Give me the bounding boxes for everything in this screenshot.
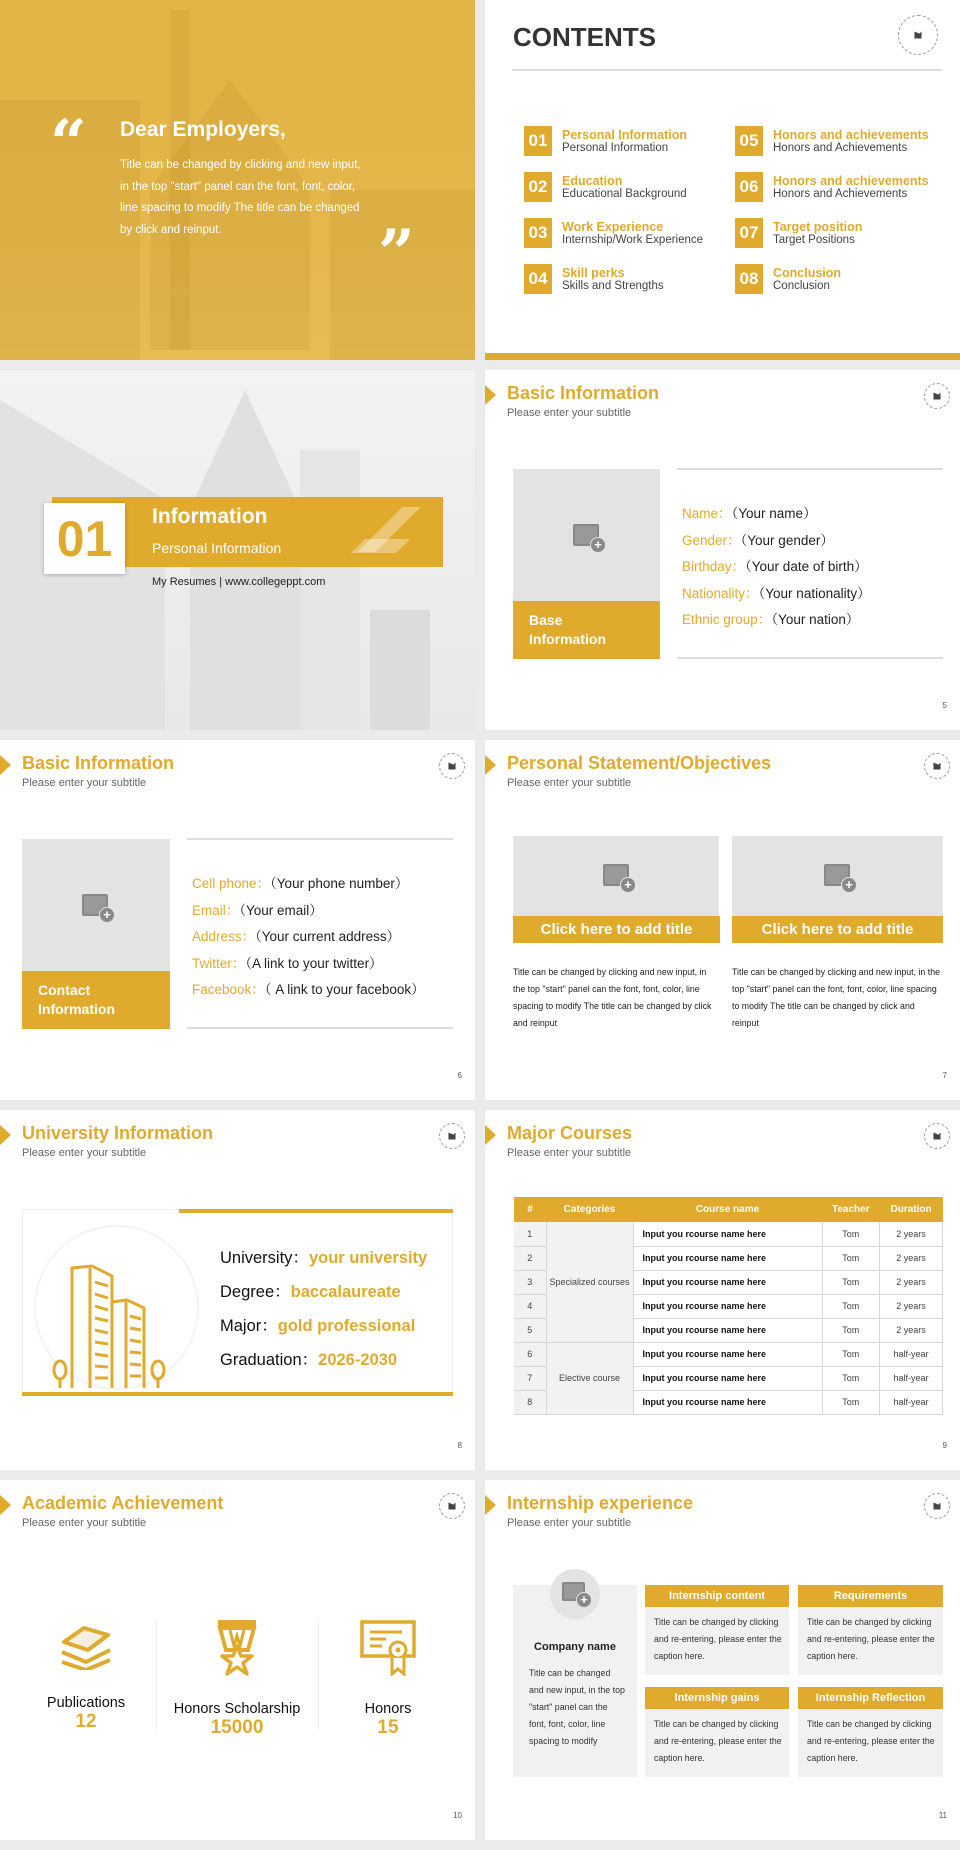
field-twitter: Twitter：（A link to your twitter） xyxy=(192,955,383,971)
toc-title: Skill perks xyxy=(562,265,625,280)
page-number: 7 xyxy=(942,1071,947,1080)
header-arrow-icon xyxy=(485,1125,496,1145)
university-seal-icon xyxy=(924,1123,950,1149)
caption-line: Information xyxy=(529,631,606,647)
toc-number: 04 xyxy=(524,264,552,294)
achievement-value: 12 xyxy=(75,1711,97,1732)
page-number: 9 xyxy=(942,1441,947,1450)
university-seal-icon xyxy=(439,1123,465,1149)
buildings-icon xyxy=(52,1258,172,1390)
field-ethnic-group: Ethnic group：（Your nation） xyxy=(682,612,860,627)
toc-subtitle: Internship/Work Experience xyxy=(562,233,704,246)
courses-table xyxy=(514,1197,943,1415)
field-facebook: Facebook：（ A link to your facebook） xyxy=(192,982,425,997)
toc-subtitle: Conclusion xyxy=(773,279,830,292)
table-row: 4 Input you rcourse name here Tom 2 years xyxy=(514,1294,943,1318)
toc-number: 07 xyxy=(735,218,763,248)
info-fields xyxy=(192,871,425,1004)
open-quote-icon: “ xyxy=(50,106,87,181)
field-university: University：your university xyxy=(220,1249,428,1267)
achievement-label: Honors xyxy=(364,1701,412,1717)
building-silhouette xyxy=(300,450,360,730)
toc-subtitle: Honors and Achievements xyxy=(773,187,908,200)
slide-university-information[interactable] xyxy=(0,1110,475,1470)
toc-item-05[interactable] xyxy=(735,126,929,156)
toc-title: Conclusion xyxy=(773,265,842,280)
box-title: Requirements xyxy=(798,1585,943,1607)
page-number: 10 xyxy=(453,1811,462,1820)
university-seal-icon xyxy=(924,1493,950,1519)
divider xyxy=(677,657,943,659)
slide-section-divider[interactable] xyxy=(0,370,475,730)
toc-number: 08 xyxy=(735,264,763,294)
table-row: 2 Input you rcourse name here Tom 2 years xyxy=(514,1246,943,1270)
building-silhouette xyxy=(370,610,430,730)
table-row: 5 Input you rcourse name here Tom 2 years xyxy=(514,1318,943,1342)
card-title-button[interactable]: Click here to add title xyxy=(732,916,943,943)
slide-subtitle: Please enter your subtitle xyxy=(507,777,632,789)
achievement-honors xyxy=(318,1620,458,1739)
add-image-icon[interactable] xyxy=(573,524,599,546)
toc-title: Work Experience xyxy=(562,219,664,234)
achievement-label: Publications xyxy=(46,1695,126,1711)
toc-item-01[interactable] xyxy=(524,126,687,156)
toc-title: Education xyxy=(562,173,623,188)
achievement-publications xyxy=(16,1620,156,1733)
box-title: Internship content xyxy=(645,1585,789,1607)
toc-subtitle: Target Positions xyxy=(773,233,855,246)
slide-title: Basic Information xyxy=(507,383,660,403)
table-row: 6 Elective course Input you rcourse name here Tom half-year xyxy=(514,1342,943,1366)
table-row: 3 Input you rcourse name here Tom 2 years xyxy=(514,1270,943,1294)
toc-number: 05 xyxy=(735,126,763,156)
field-gender: Gender：（Your gender） xyxy=(682,532,834,548)
table-row: 8 Input you rcourse name here Tom half-year xyxy=(514,1390,943,1414)
slide-title: Internship experience xyxy=(507,1493,694,1513)
toc-subtitle: Honors and Achievements xyxy=(773,141,908,154)
page-number: 6 xyxy=(457,1071,462,1080)
toc-title: Target position xyxy=(773,219,863,234)
header-arrow-icon xyxy=(485,755,496,775)
field-birthday: Birthday：（Your date of birth） xyxy=(682,559,868,574)
toc-item-07[interactable] xyxy=(735,218,862,248)
divider xyxy=(677,468,943,470)
field-degree: Degree：baccalaureate xyxy=(220,1283,401,1301)
divider xyxy=(512,69,942,71)
slide-academic-achievement[interactable] xyxy=(0,1480,475,1840)
table-row: 1 Specialized courses Input you rcourse name here Tom 2 years xyxy=(514,1222,943,1246)
section-title: Information xyxy=(152,505,268,528)
photo-placeholder[interactable] xyxy=(513,836,719,916)
divider xyxy=(187,838,453,840)
company-name: Company name xyxy=(534,1641,616,1653)
achievement-scholarship xyxy=(167,1620,307,1739)
toc-number: 03 xyxy=(524,218,552,248)
photo-caption xyxy=(22,971,170,1029)
slide-subtitle: Please enter your subtitle xyxy=(507,1147,632,1159)
divider xyxy=(156,1620,157,1730)
university-seal-icon xyxy=(439,1493,465,1519)
slide-subtitle: Please enter your subtitle xyxy=(507,1517,632,1529)
divider xyxy=(187,1027,453,1029)
cover-title: Dear Employers, xyxy=(120,118,286,141)
achievement-value: 15 xyxy=(377,1717,399,1738)
slide-basic-information[interactable] xyxy=(485,370,960,730)
toc-item-08[interactable] xyxy=(735,264,841,294)
caption-line: Information xyxy=(38,1001,115,1017)
col-header: Duration xyxy=(880,1197,943,1222)
caption-line: Contact xyxy=(38,982,91,998)
toc-number: 01 xyxy=(524,126,552,156)
toc-title: Personal Information xyxy=(562,127,688,142)
header-arrow-icon xyxy=(485,1495,496,1515)
box-text: Title can be changed by clicking and re-entering, please enter the caption here. xyxy=(654,1617,782,1661)
field-address: Address：（Your current address） xyxy=(192,929,401,944)
publications-icon xyxy=(56,1620,116,1670)
certificate-icon xyxy=(360,1620,416,1676)
slide-major-courses[interactable] xyxy=(485,1110,960,1470)
photo-placeholder[interactable] xyxy=(732,836,943,916)
slide-title: Personal Statement/Objectives xyxy=(507,753,772,773)
toc-item-04[interactable] xyxy=(524,264,664,294)
slide-subtitle: Please enter your subtitle xyxy=(22,777,147,789)
card-title-button[interactable]: Click here to add title xyxy=(513,916,720,943)
toc-title: Honors and achievements xyxy=(773,173,929,188)
section-subtitle: Personal Information xyxy=(152,540,282,556)
toc-item-03[interactable] xyxy=(524,218,703,248)
add-image-icon[interactable] xyxy=(562,1582,585,1601)
slide-contact-information[interactable] xyxy=(0,740,475,1100)
category-cell: Specialized courses xyxy=(546,1222,633,1342)
caption-line: Base xyxy=(529,612,563,628)
cover-body: Title can be changed by clicking and new input, in the top "start" panel can the font, font, color, line spacing to modify The title can be changed by click and reinput. xyxy=(120,159,361,236)
achievement-label: Honors Scholarship xyxy=(173,1701,301,1717)
slide-cover[interactable] xyxy=(0,0,475,360)
page-number: 5 xyxy=(942,701,947,710)
col-header: Categories xyxy=(546,1197,633,1222)
box-title: Internship Reflection xyxy=(798,1687,943,1709)
slide-subtitle: Please enter your subtitle xyxy=(22,1147,147,1159)
field-major: Major：gold professional xyxy=(220,1317,416,1335)
info-fields xyxy=(682,501,871,634)
contents-title: CONTENTS xyxy=(513,22,656,52)
section-footer: My Resumes | www.collegeppt.com xyxy=(152,576,326,588)
col-header: Teacher xyxy=(822,1197,880,1222)
field-cell-phone: Cell phone：（Your phone number） xyxy=(192,876,409,891)
box-title: Internship gains xyxy=(645,1687,789,1709)
header-arrow-icon xyxy=(0,755,11,775)
slide-title: Basic Information xyxy=(22,753,175,773)
accent-bar xyxy=(22,1392,453,1396)
section-number: 01 xyxy=(44,503,125,574)
slide-subtitle: Please enter your subtitle xyxy=(22,1517,147,1529)
toc-number: 02 xyxy=(524,172,552,202)
photo-placeholder[interactable] xyxy=(22,839,170,1029)
university-seal-icon xyxy=(924,383,950,409)
toc-number: 06 xyxy=(735,172,763,202)
toc-item-06[interactable] xyxy=(735,172,929,202)
university-seal-icon xyxy=(924,753,950,779)
slide-personal-statement[interactable] xyxy=(485,740,960,1100)
page-number: 8 xyxy=(457,1441,462,1450)
field-graduation: Graduation：2026-2030 xyxy=(220,1351,398,1369)
field-name: Name：（Your name） xyxy=(682,506,817,521)
university-seal-icon xyxy=(439,753,465,779)
header-arrow-icon xyxy=(0,1495,11,1515)
company-logo-placeholder[interactable] xyxy=(550,1569,600,1619)
box-text: Title can be changed by clicking and re-entering, please enter the caption here. xyxy=(807,1617,935,1661)
photo-placeholder[interactable] xyxy=(513,469,660,659)
company-description: Title can be changed and new input, in the top "start" panel can the font, font, color, line spacing to modify xyxy=(529,1668,625,1746)
university-seal-icon xyxy=(898,15,938,55)
toc-title: Honors and achievements xyxy=(773,127,929,142)
header-arrow-icon xyxy=(485,385,496,405)
page-number: 11 xyxy=(938,1811,947,1820)
field-nationality: Nationality：（Your nationality） xyxy=(682,585,871,601)
box-text: Title can be changed by clicking and re-entering, please enter the caption here. xyxy=(807,1719,935,1763)
slide-contents[interactable] xyxy=(485,0,960,360)
category-cell: Elective course xyxy=(546,1342,633,1414)
box-text: Title can be changed by clicking and re-entering, please enter the caption here. xyxy=(654,1719,782,1763)
add-image-icon[interactable] xyxy=(603,864,629,886)
photo-caption xyxy=(513,601,660,659)
toc-item-02[interactable] xyxy=(524,172,687,202)
table-header-row xyxy=(514,1197,943,1222)
card-text: Title can be changed by clicking and new input, in the top "start" panel can the font, font, color, line spacing to modify The title can be changed by click and reinput xyxy=(513,967,712,1028)
slide-title: Major Courses xyxy=(507,1123,633,1143)
card-text: Title can be changed by clicking and new input, in the top "start" panel can the font, font, color, line spacing to modify The title can be changed by click and reinput xyxy=(732,967,940,1028)
accent-bar xyxy=(485,353,960,360)
toc-subtitle: Personal Information xyxy=(562,141,669,154)
toc-subtitle: Educational Background xyxy=(562,187,687,200)
slide-subtitle: Please enter your subtitle xyxy=(507,407,632,419)
close-quote-icon: ” xyxy=(378,216,415,291)
medal-icon xyxy=(214,1620,260,1676)
col-header: Course name xyxy=(633,1197,822,1222)
slide-title: Academic Achievement xyxy=(22,1493,224,1513)
header-arrow-icon xyxy=(0,1125,11,1145)
achievement-value: 15000 xyxy=(210,1717,264,1738)
table-row: 7 Input you rcourse name here Tom half-year xyxy=(514,1366,943,1390)
field-email: Email：（Your email） xyxy=(192,902,323,918)
accent-bar xyxy=(179,1209,453,1213)
toc-subtitle: Skills and Strengths xyxy=(562,279,664,292)
add-image-icon[interactable] xyxy=(82,894,108,916)
slide-title: University Information xyxy=(22,1123,214,1143)
col-header: # xyxy=(514,1197,546,1222)
add-image-icon[interactable] xyxy=(824,864,850,886)
slide-internship-experience[interactable] xyxy=(485,1480,960,1840)
